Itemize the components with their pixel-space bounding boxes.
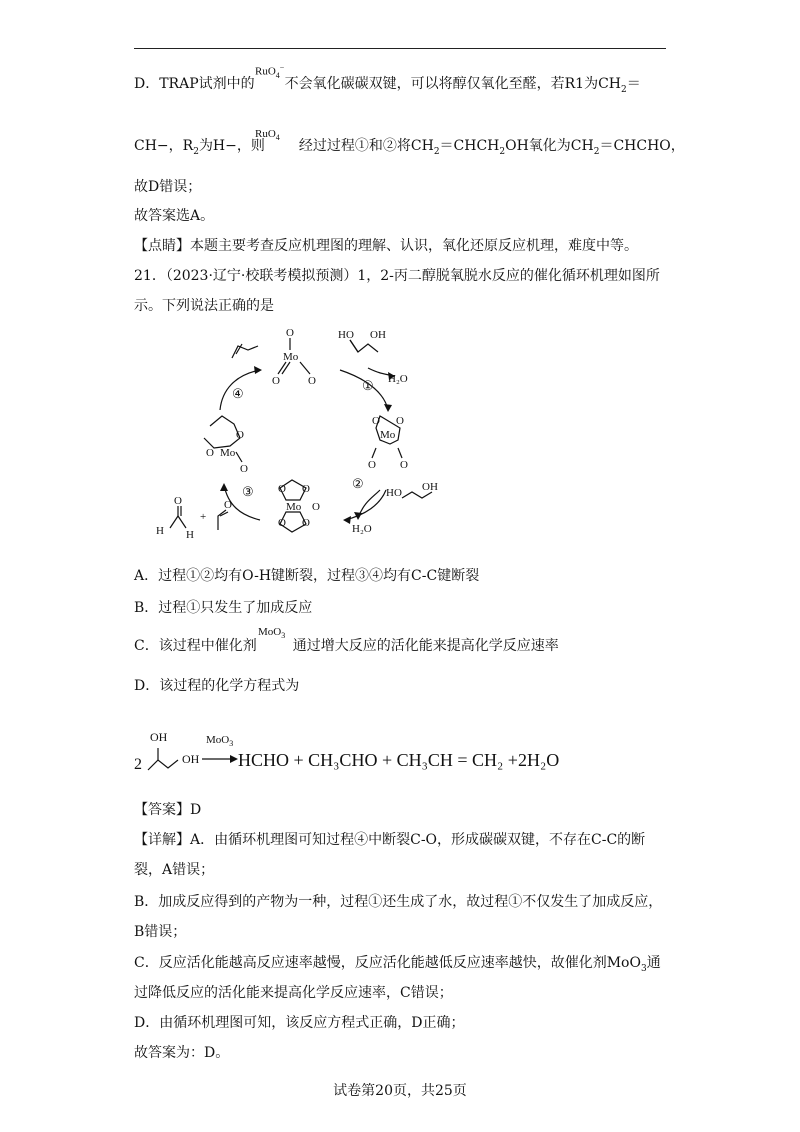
mo-top: Mo (283, 351, 299, 363)
option-a: A．过程①②均有O-H键断裂，过程③④均有C-C键断裂 (134, 568, 480, 584)
catalytic-cycle-diagram (140, 320, 460, 550)
mo-left: Mo (220, 447, 236, 459)
option-b: B．过程①只发生了加成反应 (134, 600, 313, 616)
svg-text:O: O (302, 517, 310, 529)
diol-right-oh: OH (422, 481, 438, 493)
page-footer: 试卷第20页，共25页 (333, 1083, 467, 1099)
detail-d: D．由循环机理图可知，该反应方程式正确，D正确； (134, 1015, 465, 1031)
svg-text:O: O (206, 447, 214, 459)
svg-text:O: O (278, 483, 286, 495)
question-line2: 示。下列说法正确的是 (134, 298, 274, 314)
svg-text:+: + (200, 511, 207, 523)
step4-label: ④ (232, 386, 244, 401)
text-comment: 【点睛】本题主要考查反应机理图的理解、认识，氧化还原反应机理，难度中等。 (134, 238, 638, 254)
svg-text:H: H (186, 529, 194, 541)
svg-text:O: O (272, 375, 280, 387)
detail-c-line1: C．反应活化能越高反应速率越慢，反应活化能越低反应速率越快，故催化剂MoO$_3$通 (134, 955, 661, 974)
diol-top-ho: HO (338, 329, 354, 341)
step1-label: ① (362, 378, 374, 393)
option-d: D．该过程的化学方程式为 (134, 678, 300, 694)
detail-b-line1: B．加成反应得到的产物为一种，过程①还生成了水，故过程①不仅发生了加成反应， (134, 894, 663, 910)
detail-a-line2: 裂，A错误； (134, 862, 215, 878)
text-prev-answer: 故答案选A。 (134, 208, 215, 224)
svg-text:O: O (312, 501, 320, 513)
answer-label: 【答案】D (134, 802, 202, 818)
ruo4-minus-formula: RuO$_4$− (255, 63, 285, 80)
step3-label: ③ (242, 484, 254, 499)
text-d-line1: D．TRAP试剂中的 不会氧化碳碳双键，可以将醇仅氧化至醛，若R1为$CH_2=$ (134, 76, 641, 95)
svg-text:O: O (236, 429, 244, 441)
reaction-arrow (202, 754, 238, 764)
svg-text:O: O (400, 459, 408, 471)
detail-a-line1: 【详解】A．由循环机理图可知过程④中断裂C-O，形成碳碳双键，不存在C-C的断 (134, 832, 646, 848)
svg-text:O: O (308, 375, 316, 387)
propene-structure (232, 346, 258, 358)
svg-text:O: O (174, 495, 182, 507)
svg-text:O: O (224, 499, 232, 511)
detail-b-line2: B错误； (134, 924, 187, 940)
mo-right: Mo (380, 429, 396, 441)
catalyst-label: MoO$_3$ (206, 734, 234, 749)
question-line1: 21．（2023·辽宁·校联考模拟预测）1，2-丙二醇脱氧脱水反应的催化循环机理如图所 (134, 268, 660, 284)
svg-text:O: O (240, 463, 248, 475)
water-step1: H₂O (388, 373, 408, 385)
mo-bottom: Mo (286, 501, 302, 513)
moo3-formula: MoO$_3$ (258, 626, 286, 641)
svg-text:O: O (278, 517, 286, 529)
diol-top-oh: OH (370, 329, 386, 341)
header-rule (134, 48, 666, 49)
text-d-line2: CH−，$R_2$为H−，则 经过过程①和②将$CH_2=CHCH_2OH$氧化为$CH_2=CHCHO$， (134, 138, 685, 157)
chemical-equation: 2 OH OH MoO$_3$ HCHO + CH₃CHO + CH₃CH = CH₂ +2H₂O (134, 730, 554, 780)
step2-label: ② (352, 476, 364, 491)
text-d-wrong: 故D错误； (134, 179, 202, 195)
final-answer: 故答案为：D。 (134, 1045, 230, 1061)
svg-text:O: O (396, 415, 404, 427)
detail-c-line2: 过降低反应的活化能来提高化学反应速率，C错误； (134, 985, 453, 1001)
option-c: C．该过程中催化剂 通过增大反应的活化能来提高化学反应速率 (134, 638, 559, 654)
water-step2: H₂O (352, 523, 372, 535)
diol-right-ho: HO (386, 487, 402, 499)
svg-text:O: O (372, 415, 380, 427)
svg-text:O: O (302, 483, 310, 495)
svg-text:O: O (286, 327, 294, 339)
svg-text:O: O (368, 459, 376, 471)
ruo4-formula: RuO$_4$ (255, 128, 280, 143)
svg-text:H: H (156, 525, 164, 537)
